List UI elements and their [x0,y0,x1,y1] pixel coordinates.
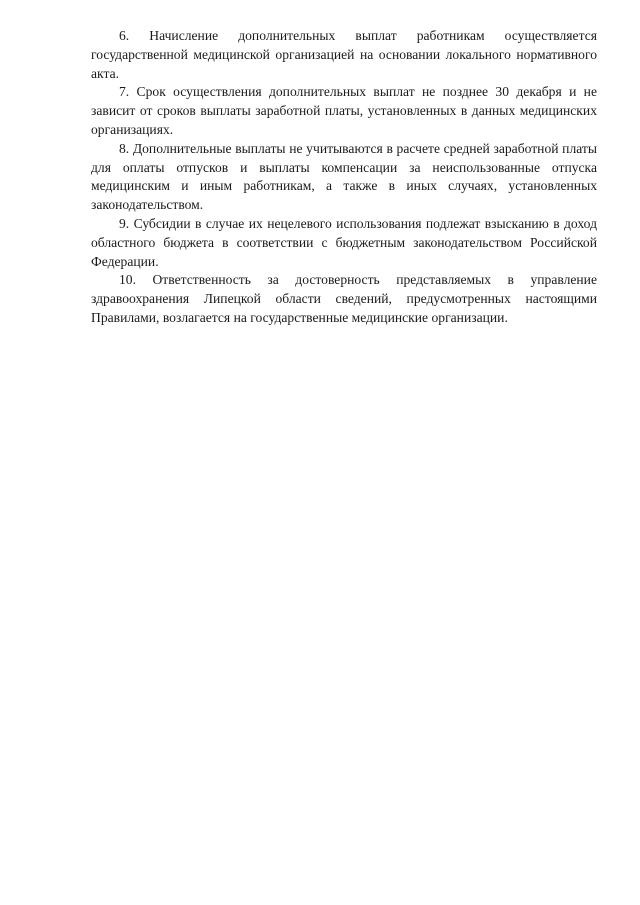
paragraph-6: 6. Начисление дополнительных выплат работникам осуществляется государственной медицинской организацией на основании локального нормативного акта. [91,28,597,81]
document-body [91,27,597,328]
paragraph-7: 7. Срок осуществления дополнительных выплат не позднее 30 декабря и не зависит от сроков выплаты заработной платы, установленных в данных медицинских организациях. [91,84,597,137]
paragraph-9: 9. Субсидии в случае их нецелевого использования подлежат взысканию в доход областного бюджета в соответствии с бюджетным законодательством Российской Федерации. [91,215,597,269]
paragraph-8: 8. Дополнительные выплаты не учитываются в расчете средней заработной платы для оплаты отпусков и выплаты компенсации за неиспользованные отпуска медицинским и иным работникам, а также в иных случаях, установленных законодательством. [91,140,597,213]
paragraph-10: 10. Ответственность за достоверность представляемых в управление здравоохранения Липецкой области сведений, предусмотренных настоящими Правилами, возлагается на государственные медицинские организации. [91,272,597,325]
